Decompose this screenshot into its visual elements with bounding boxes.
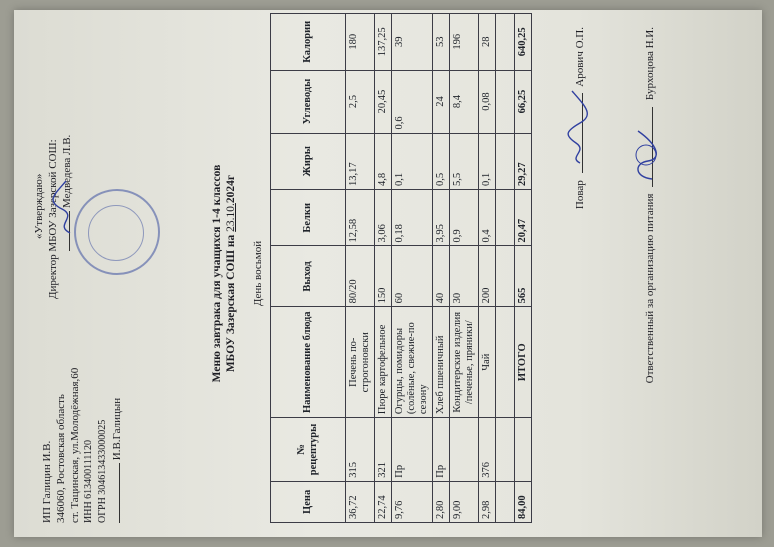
header-fats: Жиры (271, 133, 346, 189)
table-cell: 0,5 (433, 133, 450, 189)
table-cell: 321 (375, 418, 392, 482)
table-row-empty (496, 14, 515, 523)
header-calories: Калории (271, 14, 346, 71)
table-cell: Хлеб пшеничный (433, 307, 450, 418)
director-signature (50, 177, 80, 237)
responsible-signature (630, 125, 662, 185)
table-cell: 22,74 (375, 481, 392, 522)
header-price: Цена (271, 481, 346, 522)
responsible-signature-line (644, 27, 656, 497)
table-cell: 5,5 (450, 133, 479, 189)
supplier-address-street: ст. Тацинская, ул.Молодёжная,60 (69, 367, 81, 523)
supplier-ogrn: ОГРН 304613433000025 (97, 419, 108, 523)
table-cell: 39 (392, 14, 433, 71)
supplier-signatory: И.В.Галицын (111, 397, 123, 461)
table-cell: 30 (450, 246, 479, 307)
responsible-name: Бурхоцова Н.И. (644, 27, 656, 101)
supplier-header (40, 368, 124, 523)
header-proteins: Белки (271, 190, 346, 246)
header-dish-name: Наименование блюда (271, 307, 346, 418)
table-cell: 2,80 (433, 481, 450, 522)
table-cell: 84,00 (515, 481, 532, 522)
table-cell: 80/20 (346, 246, 375, 307)
table-cell: Огурцы, помидоры (солёные, свежие-по сезону (392, 307, 433, 418)
table-row (450, 14, 479, 523)
approval-label: «Утверждаю» (33, 173, 45, 239)
table-cell: 200 (479, 246, 496, 307)
table-cell: 13,17 (346, 133, 375, 189)
menu-title (210, 10, 238, 537)
table-cell (496, 246, 515, 307)
table-cell: 20,45 (375, 70, 392, 133)
table-cell: Пр (433, 418, 450, 482)
table-cell: 40 (433, 246, 450, 307)
table-cell: 20,47 (515, 190, 532, 246)
table-row (433, 14, 450, 523)
table-cell: 3,06 (375, 190, 392, 246)
cook-label: Повар (574, 180, 586, 210)
table-cell: 60 (392, 246, 433, 307)
approval-director: Директор МБОУ Зазерской СОШ: (47, 139, 59, 299)
table-cell: 180 (346, 14, 375, 71)
table-row (479, 14, 496, 523)
header-carbs: Углеводы (271, 70, 346, 133)
table-header-row (271, 14, 346, 523)
menu-title-line1: Меню завтрака для учащихся 1-4 классов (211, 164, 223, 383)
cook-signature (562, 87, 592, 167)
day-label: День восьмой (252, 240, 264, 307)
table-cell: 0,6 (392, 70, 433, 133)
header-recipe-number: № рецептуры (271, 418, 346, 482)
table-cell: 0,4 (479, 190, 496, 246)
table-cell: 3,95 (433, 190, 450, 246)
table-cell: 12,58 (346, 190, 375, 246)
table-cell: 565 (515, 246, 532, 307)
approval-director-name: Медведева Л.В. (60, 135, 74, 299)
table-cell: 28 (479, 14, 496, 71)
table-cell (515, 418, 532, 482)
table-cell: Печень по-строгоновски (346, 307, 375, 418)
paper-sheet (14, 10, 762, 537)
table-cell: 9,00 (450, 481, 479, 522)
supplier-name: ИП Галицин И.В. (41, 440, 53, 523)
table-cell: 53 (433, 14, 450, 71)
table-cell: 9,76 (392, 481, 433, 522)
table-cell (450, 418, 479, 482)
table-cell (496, 481, 515, 522)
table-cell: 2,5 (346, 70, 375, 133)
table-cell: 24 (433, 70, 450, 133)
supplier-address-region: 346060, Ростовская область (55, 394, 67, 523)
supplier-signature-line (110, 368, 124, 523)
table-cell: Чай (479, 307, 496, 418)
responsible-label: Ответственный за организацию питания (644, 193, 656, 384)
table-cell: ИТОГО (515, 307, 532, 418)
table-cell: 640,25 (515, 14, 532, 71)
menu-date: 23.10. (225, 203, 237, 232)
table-cell: 4,8 (375, 133, 392, 189)
table-cell: 137,25 (375, 14, 392, 71)
table-cell (496, 14, 515, 71)
table-cell: 0,1 (392, 133, 433, 189)
table-cell: Пюре картофельное (375, 307, 392, 418)
table-row (392, 14, 433, 523)
table-cell: 150 (375, 246, 392, 307)
table-cell: 8,4 (450, 70, 479, 133)
header-portion: Выход (271, 246, 346, 307)
supplier-inn: ИНН 613400111120 (83, 439, 94, 523)
table-cell: 0,9 (450, 190, 479, 246)
table-cell (496, 70, 515, 133)
table-cell: Пр (392, 418, 433, 482)
table-cell (496, 307, 515, 418)
table-cell: Кондитерские изделия /печенье, пряники/ (450, 307, 479, 418)
document-page (14, 10, 762, 537)
table-cell: 315 (346, 418, 375, 482)
table-cell: 29,27 (515, 133, 532, 189)
table-cell (496, 190, 515, 246)
table-cell: 0,08 (479, 70, 496, 133)
menu-table (270, 13, 532, 523)
round-stamp (74, 189, 160, 275)
table-cell: 0,18 (392, 190, 433, 246)
table-total-row (515, 14, 532, 523)
table-cell (496, 418, 515, 482)
table-row (346, 14, 375, 523)
table-cell: 0,1 (479, 133, 496, 189)
table-cell: 36,72 (346, 481, 375, 522)
table-cell: 66,25 (515, 70, 532, 133)
table-cell: 196 (450, 14, 479, 71)
table-cell (496, 133, 515, 189)
cook-name: Арович О.П. (574, 27, 586, 87)
menu-title-line2: МБОУ Зазерская СОШ на 23.10.2024г (225, 174, 237, 373)
table-cell: 376 (479, 418, 496, 482)
table-cell: 2,98 (479, 481, 496, 522)
table-row (375, 14, 392, 523)
